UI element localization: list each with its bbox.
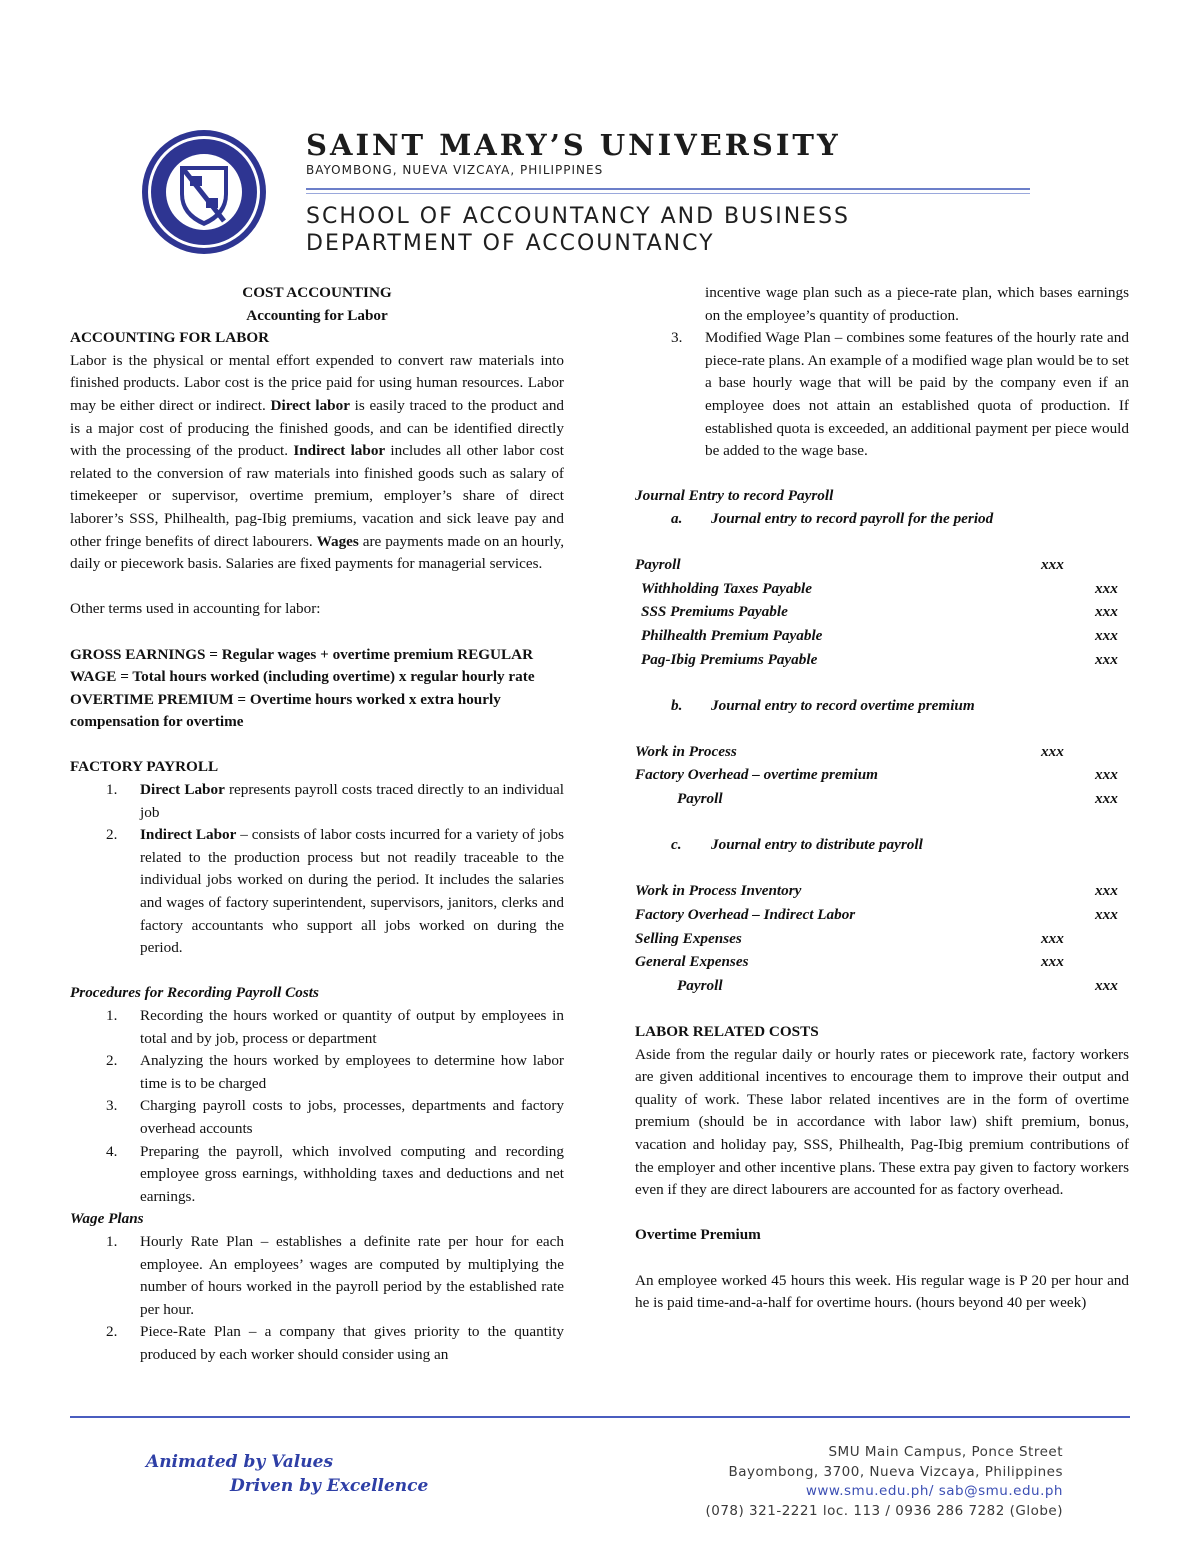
journal-row: [635, 554, 1129, 578]
journal-row: [635, 578, 1129, 602]
other-terms-line: Other terms used in accounting for labor:: [70, 600, 321, 618]
factory-payroll-list: [70, 779, 564, 960]
journal-credit: xxx: [1095, 650, 1118, 668]
journal-row: [635, 880, 1129, 904]
list-item: 1. Direct Labor represents payroll costs traced directly to an individual job: [106, 781, 564, 821]
journal-credit: xxx: [1095, 766, 1118, 784]
footer-address: [705, 1443, 1063, 1521]
journal-row: [635, 649, 1129, 673]
journal-account: Philhealth Premium Payable: [641, 626, 823, 644]
header-rule: [306, 188, 1030, 190]
journal-subheading-a: a. Journal entry to record payroll for the period: [671, 509, 994, 527]
wage-plans-list-continued: [635, 282, 1129, 463]
list-item: 2. Piece-Rate Plan – a company that gives priority to the quantity produced by each worker should consider using an: [106, 1323, 564, 1363]
term-indirect-labor: Indirect labor: [293, 442, 386, 460]
journal-account: Withholding Taxes Payable: [641, 579, 813, 597]
motto-line-1: Animated by Values: [146, 1452, 334, 1472]
list-item: 2. Analyzing the hours worked by employees to determine how labor time is to be charged: [106, 1052, 564, 1092]
footer-rule: [70, 1416, 1130, 1418]
section-heading-overtime-premium: Overtime Premium: [635, 1226, 761, 1244]
journal-row: [635, 975, 1129, 999]
journal-account: Work in Process: [635, 742, 737, 760]
labor-related-paragraph: Aside from the regular daily or hourly rates or piecework rate, factory workers are given additional incentives to encourage them to improve their output and quality of work. These labor related incentives are in the form of overtime premium (should be in accordance with labor law) shift premium, bonus, vacation and holiday pay, SSS, Philhealth, Pag-Ibig premium contributions of the employer and other incentive plans. These extra pay given to factory workers even if they are direct labourers are accounted for as factory overhead.: [635, 1045, 1129, 1199]
intro-text: Labor is the physical or mental effort expended to convert raw materials into finished products. Labor cost is the price paid for using human resources. Labor may be either direct or indirect.: [70, 351, 564, 414]
list-item: 3. Charging payroll costs to jobs, processes, departments and factory overhead accounts: [106, 1097, 564, 1137]
journal-account: Work in Process Inventory: [635, 882, 802, 900]
journal-debit: xxx: [1041, 953, 1064, 971]
left-column: [70, 282, 564, 1367]
school-name: SCHOOL OF ACCOUNTANCY AND BUSINESS: [306, 204, 850, 229]
formulas-block: GROSS EARNINGS = Regular wages + overtime premium REGULAR WAGE = Total hours worked (including overtime) x regular hourly rate OVERTIME PREMIUM = Overtime hours worked x extra hourly compensation for overtime: [70, 645, 535, 731]
school-department-block: [306, 203, 850, 257]
term-indirect-labor: Indirect Labor: [140, 826, 237, 844]
list-item: 1. Recording the hours worked or quantity of output by employees in total and by job, process or department: [106, 1007, 564, 1047]
journal-row: [635, 951, 1129, 975]
term-wages: Wages: [316, 532, 359, 550]
university-seal-logo: [140, 128, 268, 256]
journal-credit: xxx: [1095, 976, 1118, 994]
intro-paragraph: [70, 350, 564, 576]
section-heading-factory-payroll: FACTORY PAYROLL: [70, 758, 219, 776]
journal-account: Payroll: [635, 556, 681, 574]
section-heading-labor-related-costs: LABOR RELATED COSTS: [635, 1023, 819, 1040]
journal-credit: xxx: [1095, 906, 1118, 924]
journal-credit: xxx: [1095, 790, 1118, 808]
journal-account: Payroll: [677, 976, 723, 994]
university-location: BAYOMBONG, NUEVA VIZCAYA, PHILIPPINES: [306, 163, 604, 177]
journal-row: [635, 625, 1129, 649]
intro-text: includes all other labor cost related to the conversion of raw materials into finished goods such as salary of timekeeper or supervisor, overtime premium, employer’s share of direct laborer’s SSS, Philhealth, pag-Ibig premiums, vacation and sick leave pay and other fringe benefits of direct labourers.: [70, 442, 565, 550]
journal-row: [635, 601, 1129, 625]
wage-plans-list: [70, 1231, 564, 1367]
term-direct-labor: Direct labor: [270, 396, 350, 414]
list-item-continuation: incentive wage plan such as a piece-rate plan, which bases earnings on the employee’s quantity of production.: [705, 284, 1129, 324]
city-address: Bayombong, 3700, Nueva Vizcaya, Philippines: [728, 1463, 1063, 1480]
website-email-link[interactable]: www.smu.edu.ph/ sab@smu.edu.ph: [805, 1483, 1063, 1499]
journal-account: Pag-Ibig Premiums Payable: [641, 650, 818, 668]
section-heading-wage-plans: Wage Plans: [70, 1210, 144, 1228]
journal-entry-b: [635, 741, 1129, 812]
journal-credit: xxx: [1095, 603, 1118, 621]
list-item: 1. Hourly Rate Plan – establishes a definite rate per hour for each employee. An employees’ wages are computed by multiplying the number of hours worked in the payroll period by the established rate per hour.: [106, 1232, 564, 1318]
overtime-paragraph: An employee worked 45 hours this week. His regular wage is P 20 per hour and he is paid time-and-a-half for overtime hours. (hours beyond 40 per week): [635, 1271, 1129, 1312]
journal-debit: xxx: [1041, 929, 1064, 947]
campus-address: SMU Main Campus, Ponce Street: [828, 1444, 1063, 1460]
journal-account: Selling Expenses: [635, 929, 742, 947]
journal-row: [635, 928, 1129, 952]
journal-subheading-c: c. Journal entry to distribute payroll: [671, 836, 923, 854]
journal-entry-a: [635, 554, 1129, 672]
journal-subheading-b: b. Journal entry to record overtime premium: [671, 696, 975, 714]
journal-credit: xxx: [1095, 626, 1118, 644]
journal-credit: xxx: [1095, 579, 1118, 597]
list-item: 4. Preparing the payroll, which involved computing and recording employee gross earnings, withholding taxes and deductions and net earnings.: [106, 1142, 564, 1205]
list-item: 3. Modified Wage Plan – combines some features of the hourly rate and piece-rate plans. An example of a modified wage plan would be to set a base hourly wage that will be paid by the company even if an employee does not attain an established quota of production. If established quota is exceeded, an additional payment per piece would be added to the wage base.: [671, 329, 1129, 460]
procedures-list: [70, 1005, 564, 1208]
journal-debit: xxx: [1041, 742, 1064, 760]
motto-line-2: Driven by Excellence: [230, 1476, 429, 1496]
header-rule-thin: [306, 193, 1030, 194]
document-subtitle: Accounting for Labor: [246, 306, 388, 324]
journal-row: [635, 788, 1129, 812]
journal-row: [635, 764, 1129, 788]
phone-numbers: (078) 321-2221 loc. 113 / 0936 286 7282 (Globe): [705, 1502, 1063, 1519]
intro-text: is easily traced to the product and is a major cost of producing the finished goods, and can be identified directly with the processing of the product.: [70, 396, 565, 460]
term-direct-labor: Direct Labor: [140, 781, 225, 799]
journal-entry-c: [635, 880, 1129, 998]
department-name: DEPARTMENT OF ACCOUNTANCY: [306, 231, 715, 256]
section-heading-journal-entry: Journal Entry to record Payroll: [635, 487, 834, 505]
university-name: SAINT MARY’S UNIVERSITY: [306, 128, 841, 162]
section-heading-procedures: Procedures for Recording Payroll Costs: [70, 984, 319, 1002]
journal-credit: xxx: [1095, 882, 1118, 900]
list-item: 2. Indirect Labor – consists of labor costs incurred for a variety of jobs related to the production process but not readily traceable to the individual jobs worked on during the period. It includes the salaries and wages of factory superintendent, supervisors, janitors, clerks and factory accountants who support all jobs worked on during the period.: [106, 826, 564, 957]
journal-account: Factory Overhead – Indirect Labor: [635, 906, 856, 924]
document-title: COST ACCOUNTING: [242, 284, 392, 301]
journal-debit: xxx: [1041, 556, 1064, 574]
journal-row: [635, 741, 1129, 765]
journal-row: [635, 904, 1129, 928]
journal-account: SSS Premiums Payable: [641, 603, 788, 621]
right-column: [635, 282, 1129, 1315]
journal-account: Payroll: [677, 790, 723, 808]
journal-account: General Expenses: [635, 953, 749, 971]
intro-text: are payments made on an hourly, daily or piecework basis. Salaries are fixed payments for managerial services.: [70, 532, 564, 573]
section-heading-accounting-for-labor: ACCOUNTING FOR LABOR: [70, 329, 270, 347]
journal-account: Factory Overhead – overtime premium: [635, 766, 878, 784]
